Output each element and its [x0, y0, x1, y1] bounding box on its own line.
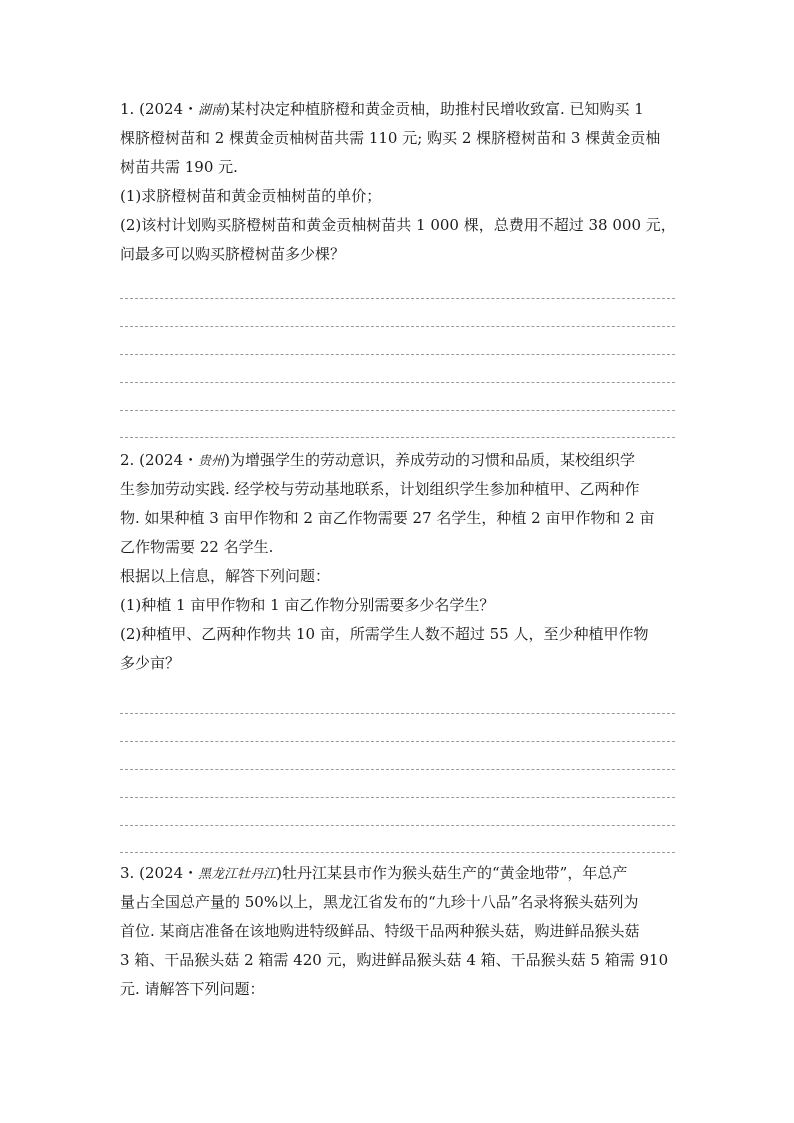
answer-line[interactable] — [120, 410, 675, 411]
problem-2-part-1: (1)种植 1 亩甲作物和 1 亩乙作物分别需要多少名学生？ — [120, 596, 495, 614]
problem-text: 为增强学生的劳动意识，养成劳动的习惯和品质，某校组织学 — [230, 451, 636, 469]
source-close: ) — [224, 100, 230, 118]
problem-2-part-2-cont: 多少亩？ — [120, 654, 181, 672]
problem-2-line-1 — [120, 446, 680, 475]
problem-1-part-1: (1)求脐橙树苗和黄金贡柚树苗的单价； — [120, 187, 382, 205]
source-close: ) — [276, 864, 282, 882]
problem-2-line-4: 乙作物需要 22 名学生. — [120, 538, 274, 556]
source-close: ) — [224, 451, 230, 469]
problem-1-part-2: (2)该村计划购买脐橙树苗和黄金贡柚树苗共 1 000 棵，总费用不超过 38 000 元， — [120, 216, 676, 234]
problem-3-line-5: 元. 请解答下列问题： — [120, 980, 265, 998]
source-open: (2024・ — [139, 451, 199, 469]
answer-line[interactable] — [120, 326, 675, 327]
problem-1-line-1 — [120, 95, 680, 124]
answer-line[interactable] — [120, 852, 675, 853]
answer-line[interactable] — [120, 825, 675, 826]
problem-2-instruction: 根据以上信息，解答下列问题： — [120, 567, 331, 585]
problem-2-line-2: 生参加劳动实践. 经学校与劳动基地联系，计划组织学生参加种植甲、乙两种作 — [120, 480, 640, 498]
problem-text: 牡丹江某县市作为猴头菇生产的“黄金地带”，年总产 — [282, 864, 628, 882]
source-region: 贵州 — [198, 454, 225, 469]
problem-3-line-3: 首位. 某商店准备在该地购进特级鲜品、特级干品两种猴头菇，购进鲜品猴头菇 — [120, 922, 640, 940]
source-open: (2024・ — [139, 100, 199, 118]
answer-line[interactable] — [120, 797, 675, 798]
source-region: 黑龙江牡丹江 — [198, 867, 277, 882]
answer-line[interactable] — [120, 713, 675, 714]
answer-line[interactable] — [120, 298, 675, 299]
answer-line[interactable] — [120, 382, 675, 383]
problem-3 — [120, 859, 680, 1004]
answer-line[interactable] — [120, 741, 675, 742]
source-region: 湖南 — [198, 103, 225, 118]
problem-number: 3. — [120, 864, 135, 882]
problem-1-part-2-cont: 问最多可以购买脐橙树苗多少棵？ — [120, 245, 346, 263]
problem-3-line-1 — [120, 859, 680, 888]
problem-3-line-4: 3 箱、干品猴头菇 2 箱需 420 元，购进鲜品猴头菇 4 箱、干品猴头菇 5 箱需 910 — [120, 951, 669, 969]
answer-line[interactable] — [120, 354, 675, 355]
problem-2-part-2: (2)种植甲、乙两种作物共 10 亩，所需学生人数不超过 55 人，至少种植甲作物 — [120, 625, 649, 643]
problem-2-line-3: 物. 如果种植 3 亩甲作物和 2 亩乙作物需要 27 名学生，种植 2 亩甲作物和 2 亩 — [120, 509, 655, 527]
problem-text: 某村决定种植脐橙和黄金贡柚，助推村民增收致富. 已知购买 1 — [230, 100, 644, 118]
problem-number: 2. — [120, 451, 135, 469]
problem-1-line-3: 树苗共需 190 元. — [120, 158, 238, 176]
source-open: (2024・ — [139, 864, 199, 882]
problem-number: 1. — [120, 100, 135, 118]
problem-1 — [120, 95, 680, 269]
problem-3-line-2: 量占全国总产量的 50%以上，黑龙江省发布的“九珍十八品”名录将猴头菇列为 — [120, 893, 639, 911]
problem-2 — [120, 446, 680, 678]
answer-line[interactable] — [120, 769, 675, 770]
answer-line[interactable] — [120, 437, 675, 438]
problem-1-line-2: 棵脐橙树苗和 2 棵黄金贡柚树苗共需 110 元; 购买 2 棵脐橙树苗和 3 棵黄金贡柚 — [120, 129, 661, 147]
